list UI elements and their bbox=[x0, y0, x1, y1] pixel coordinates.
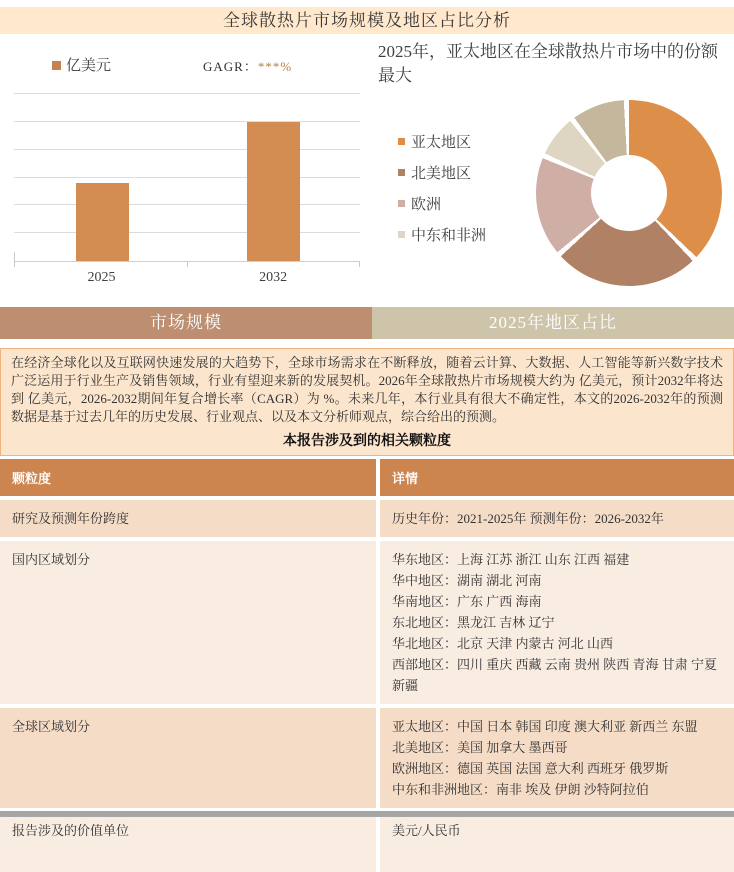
table-header-granularity: 颗粒度 bbox=[0, 459, 376, 496]
pie-legend-item bbox=[398, 165, 516, 184]
pie-legend-item bbox=[398, 134, 516, 153]
detail-line: 华北地区：北京 天津 内蒙古 河北 山西 bbox=[392, 636, 614, 651]
axis-tick bbox=[14, 261, 15, 267]
pie-chart-section bbox=[378, 34, 734, 300]
tab-market-size[interactable]: 市场规模 bbox=[0, 307, 372, 339]
detail-line: 华南地区：广东 广西 海南 bbox=[392, 594, 542, 609]
detail-line: 美元/人民币 bbox=[392, 823, 461, 838]
pie-legend-swatch-icon bbox=[398, 138, 405, 145]
pie-headline: 2025年，亚太地区在全球散热片市场中的份额最大 bbox=[378, 42, 718, 85]
bar-legend-label: 亿美元 bbox=[66, 58, 112, 74]
axis-tick bbox=[359, 261, 360, 267]
detail-line: 亚太地区：中国 日本 韩国 印度 澳大利亚 新西兰 东盟 bbox=[392, 719, 698, 734]
table-row-detail bbox=[380, 541, 734, 704]
pie-legend-label: 中东和非洲 bbox=[411, 228, 487, 244]
gridline bbox=[14, 93, 360, 94]
table-title: 本报告涉及到的相关颗粒度 bbox=[283, 432, 451, 448]
page-title-bar bbox=[0, 7, 734, 34]
pie-legend bbox=[398, 134, 516, 258]
x-axis-label: 2032 bbox=[259, 270, 288, 285]
bottom-edge-bar bbox=[0, 811, 734, 817]
charts-section bbox=[0, 34, 734, 300]
detail-line: 中东和非洲地区：南非 埃及 伊朗 沙特阿拉伯 bbox=[392, 782, 649, 797]
detail-line: 北美地区：美国 加拿大 墨西哥 bbox=[392, 740, 568, 755]
bar-chart bbox=[0, 34, 378, 300]
pie-legend-item bbox=[398, 196, 516, 215]
detail-line: 华中地区：湖南 湖北 河南 bbox=[392, 573, 542, 588]
gridline bbox=[14, 232, 360, 233]
axis-corner-tick bbox=[14, 252, 15, 261]
axis-tick bbox=[187, 261, 188, 267]
pie-legend-swatch-icon bbox=[398, 231, 405, 238]
donut-hole bbox=[591, 155, 667, 231]
donut-chart bbox=[536, 100, 722, 286]
detail-line: 历史年份：2021-2025年 预测年份：2026-2032年 bbox=[392, 511, 664, 526]
pie-legend-label: 北美地区 bbox=[411, 166, 472, 182]
table-row-detail bbox=[380, 812, 734, 872]
section-tabs bbox=[0, 307, 734, 339]
table-row-label: 报告涉及的价值单位 bbox=[0, 812, 376, 872]
report-page bbox=[0, 7, 734, 838]
cagr-label: GAGR： bbox=[203, 59, 258, 74]
table-row-detail bbox=[380, 708, 734, 808]
table-row-label: 国内区域划分 bbox=[0, 541, 376, 704]
gridline bbox=[14, 177, 360, 178]
bar-plot bbox=[14, 94, 360, 262]
bar-legend-swatch-icon bbox=[52, 61, 61, 70]
detail-line: 欧洲地区：德国 英国 法国 意大利 西班牙 俄罗斯 bbox=[392, 761, 669, 776]
gridline bbox=[14, 204, 360, 205]
pie-legend-label: 亚太地区 bbox=[411, 135, 472, 151]
tab-region-share-2025[interactable]: 2025年地区占比 bbox=[372, 307, 734, 339]
table-row-label: 全球区域划分 bbox=[0, 708, 376, 808]
bar-legend bbox=[52, 54, 111, 75]
page-title: 全球散热片市场规模及地区占比分析 bbox=[223, 11, 511, 30]
pie-legend-label: 欧洲 bbox=[411, 197, 442, 213]
pie-legend-swatch-icon bbox=[398, 169, 405, 176]
x-axis-label: 2025 bbox=[87, 270, 116, 285]
pie-legend-swatch-icon bbox=[398, 200, 405, 207]
table-row-label: 研究及预测年份跨度 bbox=[0, 500, 376, 537]
pie-legend-item bbox=[398, 227, 516, 246]
table-header-detail: 详情 bbox=[380, 459, 734, 496]
gridline bbox=[14, 121, 360, 122]
detail-line: 东北地区：黑龙江 吉林 辽宁 bbox=[392, 615, 555, 630]
detail-line: 西部地区：四川 重庆 西藏 云南 贵州 陕西 青海 甘肃 宁夏 新疆 bbox=[392, 657, 718, 693]
table-row-detail bbox=[380, 500, 734, 537]
detail-line: 华东地区：上海 江苏 浙江 山东 江西 福建 bbox=[392, 552, 630, 567]
cagr-masked-value: ***% bbox=[257, 59, 293, 74]
cagr-annotation bbox=[203, 56, 292, 75]
bar-2025 bbox=[76, 183, 129, 261]
intro-block bbox=[0, 348, 734, 456]
gridline bbox=[14, 149, 360, 150]
bar-2032 bbox=[247, 122, 300, 261]
intro-text: 在经济全球化以及互联网快速发展的大趋势下，全球市场需求在不断释放，随着云计算、大数据、人工智能等新兴数字技术广泛运用于行业生产及销售领域，行业有望迎来新的发展契机。2026年全球散热片市场规模大约为 亿美元，预计2032年将达到 亿美元，2026-2032期间年复合增长率（CAGR）为 %。未来几年，本行业具有很大不确定性，本文的2026-2032年的预测数据是基于过去几年的历史发展、行业观点、以及本文分析师观点，综合给出的预测。 bbox=[11, 355, 723, 424]
